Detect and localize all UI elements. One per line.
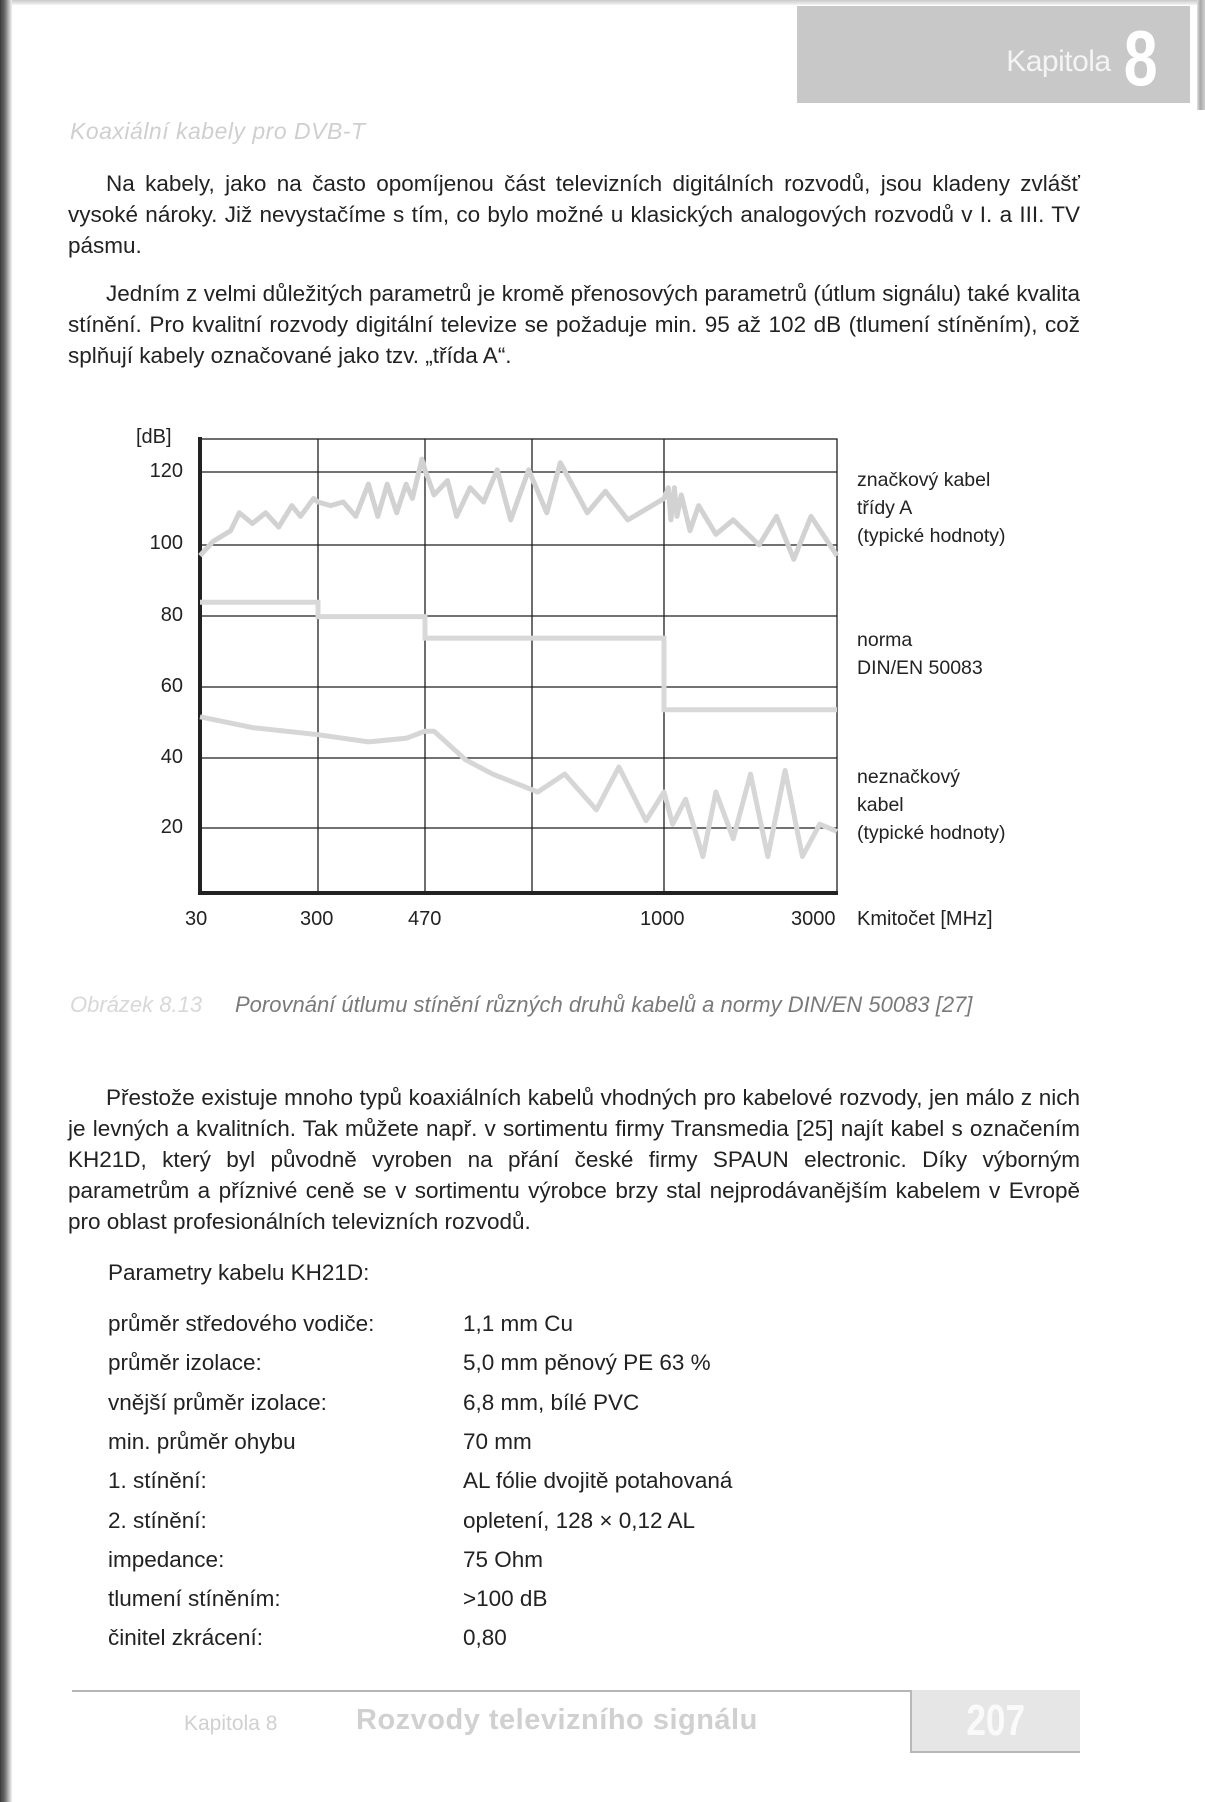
chapter-number: 8	[1123, 13, 1158, 102]
param-value: 1,1 mm Cu	[463, 1311, 574, 1336]
legend-unbranded-line-3: (typické hodnoty)	[857, 822, 1006, 844]
series-norm	[200, 602, 837, 709]
paragraph-3-text: Přestože existuje mnoho typů koaxiálních kabelů vhodných pro kabelové rozvody, jen málo z nich je levných a kvalitních. Tak můžete např. v sortimentu firmy Transmedia [25] najít kabel s označením KH21D, který byl původně vyroben na přání české firmy SPAUN electronic. Díky výborným parametrům a příznivé ceně se v sortimentu výrobce brzy stal nejprodávanějším kabelem v Evropě pro oblast profesionálních televizních rozvodů.	[68, 1085, 1080, 1234]
param-row	[108, 1468, 733, 1494]
legend-branded-line-3: (typické hodnoty)	[857, 525, 1006, 547]
legend-branded-line-2: třídy A	[857, 497, 913, 519]
param-key: vnější průměr izolace:	[108, 1389, 327, 1415]
param-row	[108, 1625, 507, 1651]
legend-branded-line-1: značkový kabel	[857, 469, 991, 491]
paragraph-3	[68, 1082, 1080, 1237]
legend-norm	[857, 626, 983, 682]
legend-unbranded-line-2: kabel	[857, 794, 904, 816]
param-key: 2. stínění:	[108, 1507, 207, 1533]
param-key: činitel zkrácení:	[108, 1625, 264, 1651]
x-tick-1000: 1000	[640, 908, 685, 930]
param-row	[108, 1389, 640, 1416]
param-key: impedance:	[108, 1546, 225, 1572]
figure-caption	[70, 988, 973, 1021]
params-title: Parametry kabelu KH21D:	[108, 1260, 370, 1285]
series-branded-cable	[200, 459, 837, 559]
legend-norm-line-1: norma	[857, 629, 913, 651]
y-tick-60: 60	[160, 675, 183, 697]
y-axis-unit-label: [dB]	[136, 426, 172, 448]
footer-chapter: Kapitola 8	[184, 1712, 278, 1735]
param-value: >100 dB	[463, 1586, 548, 1612]
footer-title: Rozvody televizního signálu	[356, 1704, 758, 1736]
y-tick-120: 120	[149, 460, 183, 482]
param-key: min. průměr ohybu	[108, 1428, 296, 1454]
paragraph-2-text: Jedním z velmi důležitých parametrů je kromě přenosových parametrů (útlum signálu) také kvalita stínění. Pro kvalitní rozvody digitální televize se požaduje min. 95 až 102 dB (tlumení stíněním), což splňují kabely označované jako tzv. „třída A“.	[68, 281, 1080, 368]
x-axis-label: Kmitočet [MHz]	[857, 908, 993, 930]
param-row	[108, 1350, 711, 1376]
param-key: průměr středového vodiče:	[108, 1311, 375, 1336]
param-row	[108, 1311, 574, 1337]
legend-norm-line-2: DIN/EN 50083	[857, 657, 983, 679]
figure-label: Obrázek 8.13	[70, 992, 203, 1017]
param-value: 70 mm	[463, 1428, 532, 1454]
param-row	[108, 1507, 696, 1534]
param-key: průměr izolace:	[108, 1350, 262, 1376]
param-value: 5,0 mm pěnový PE 63 %	[463, 1350, 711, 1376]
param-value: 0,80	[463, 1625, 507, 1651]
param-row	[108, 1546, 544, 1573]
y-tick-80: 80	[160, 604, 183, 626]
footer-rule	[72, 1690, 910, 1692]
section-title: Koaxiální kabely pro DVB-T	[70, 118, 366, 144]
chapter-word: Kapitola	[1006, 44, 1111, 78]
x-tick-470: 470	[408, 908, 442, 930]
legend-branded	[857, 466, 1006, 550]
param-key: tlumení stíněním:	[108, 1586, 281, 1612]
legend-unbranded-line-1: neznačkový	[857, 766, 960, 788]
y-tick-20: 20	[160, 816, 183, 838]
param-key: 1. stínění:	[108, 1468, 207, 1494]
param-value: AL fólie dvojitě potahovaná	[463, 1468, 733, 1494]
param-value: 75 Ohm	[463, 1546, 544, 1572]
param-row	[108, 1428, 532, 1455]
x-tick-300: 300	[300, 908, 334, 930]
param-value: opletení, 128 × 0,12 AL	[463, 1507, 696, 1533]
x-tick-30: 30	[185, 908, 208, 930]
paragraph-1-text: Na kabely, jako na často opomíjenou část televizních digitálních rozvodů, jsou kladeny zvlášť vysoké nároky. Již nevystačíme s tím, co bylo možné u klasických analogových rozvodů v I. a III. TV pásmu.	[68, 171, 1080, 258]
x-tick-3000: 3000	[791, 908, 836, 930]
param-row	[108, 1586, 548, 1612]
page-number-box	[910, 1690, 1080, 1753]
page-number: 207	[966, 1695, 1026, 1745]
series-unbranded-cable	[200, 717, 837, 857]
legend-unbranded	[857, 763, 1006, 847]
y-tick-40: 40	[160, 746, 183, 768]
figure-caption-text: Porovnání útlumu stínění různých druhů kabelů a normy DIN/EN 50083 [27]	[235, 992, 973, 1017]
y-tick-100: 100	[149, 532, 183, 554]
param-value: 6,8 mm, bílé PVC	[463, 1389, 640, 1415]
